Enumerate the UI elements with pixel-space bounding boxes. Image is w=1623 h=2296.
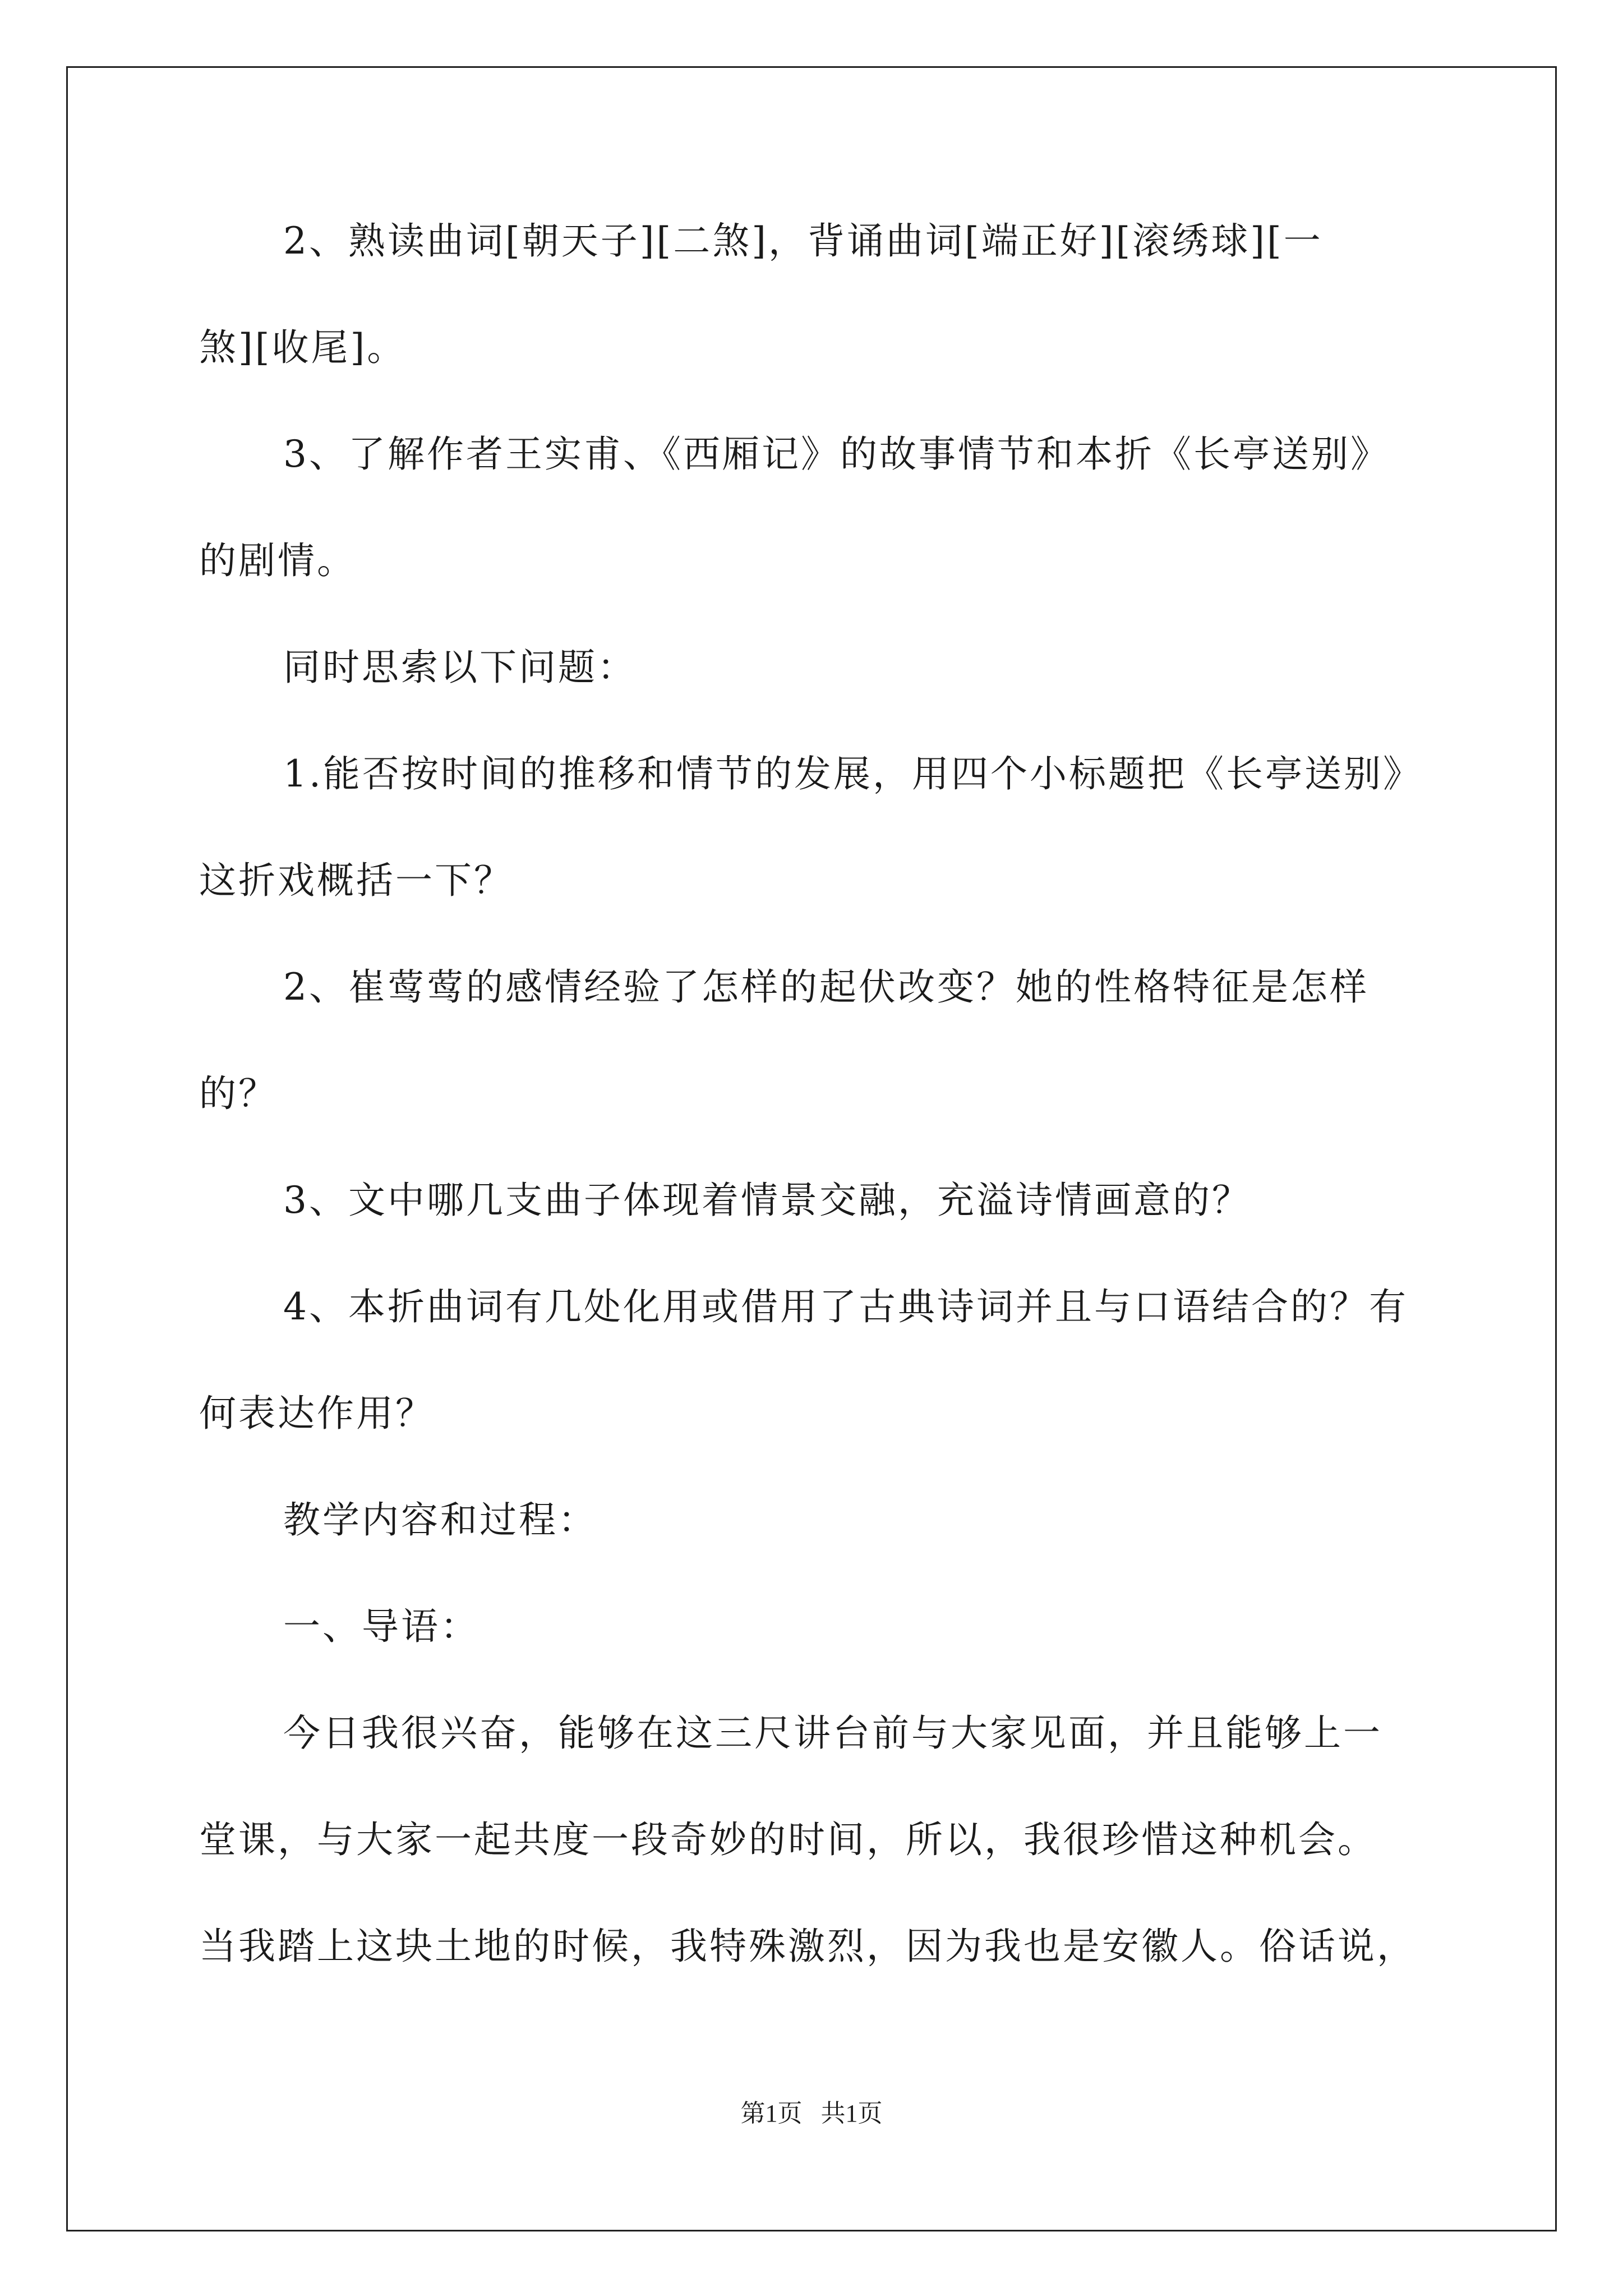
text-line: 一、导语： <box>283 1605 479 1648</box>
text-line: 今日我很兴奋，能够在这三尺讲台前与大家见面，并且能够上一 <box>283 1711 1382 1755</box>
text-line: 2、熟读曲词[朝天子][二煞]，背诵曲词[端正好][滚绣球][一 <box>283 219 1323 263</box>
text-line: 煞][收尾]。 <box>199 326 407 369</box>
text-line: 2、崔莺莺的感情经验了怎样的起伏改变？她的性格特征是怎样 <box>283 965 1369 1009</box>
text-line: 何表达作用？ <box>199 1392 435 1435</box>
text-line: 教学内容和过程： <box>283 1498 597 1542</box>
text-line: 3、文中哪几支曲子体现着情景交融，充溢诗情画意的？ <box>283 1179 1251 1222</box>
text-line: 堂课，与大家一起共度一段奇妙的时间，所以，我很珍惜这种机会。 <box>199 1818 1377 1861</box>
text-line: 3、了解作者王实甫、《西厢记》的故事情节和本折《长亭送别》 <box>283 432 1390 476</box>
text-line: 的剧情。 <box>199 539 356 582</box>
text-line: 当我踏上这块土地的时候，我特殊激烈，因为我也是安徽人。俗话说， <box>199 1925 1416 1968</box>
page-border <box>66 66 1557 2231</box>
page-footer: 第1页 共1页 <box>740 2100 883 2127</box>
text-line: 同时思索以下问题： <box>283 646 637 689</box>
text-line: 的？ <box>199 1072 278 1115</box>
text-line: 1.能否按时间的推移和情节的发展，用四个小标题把《长亭送别》 <box>283 752 1422 795</box>
text-line: 4、本折曲词有几处化用或借用了古典诗词并且与口语结合的？有 <box>283 1285 1408 1328</box>
text-line: 这折戏概括一下？ <box>199 859 513 902</box>
